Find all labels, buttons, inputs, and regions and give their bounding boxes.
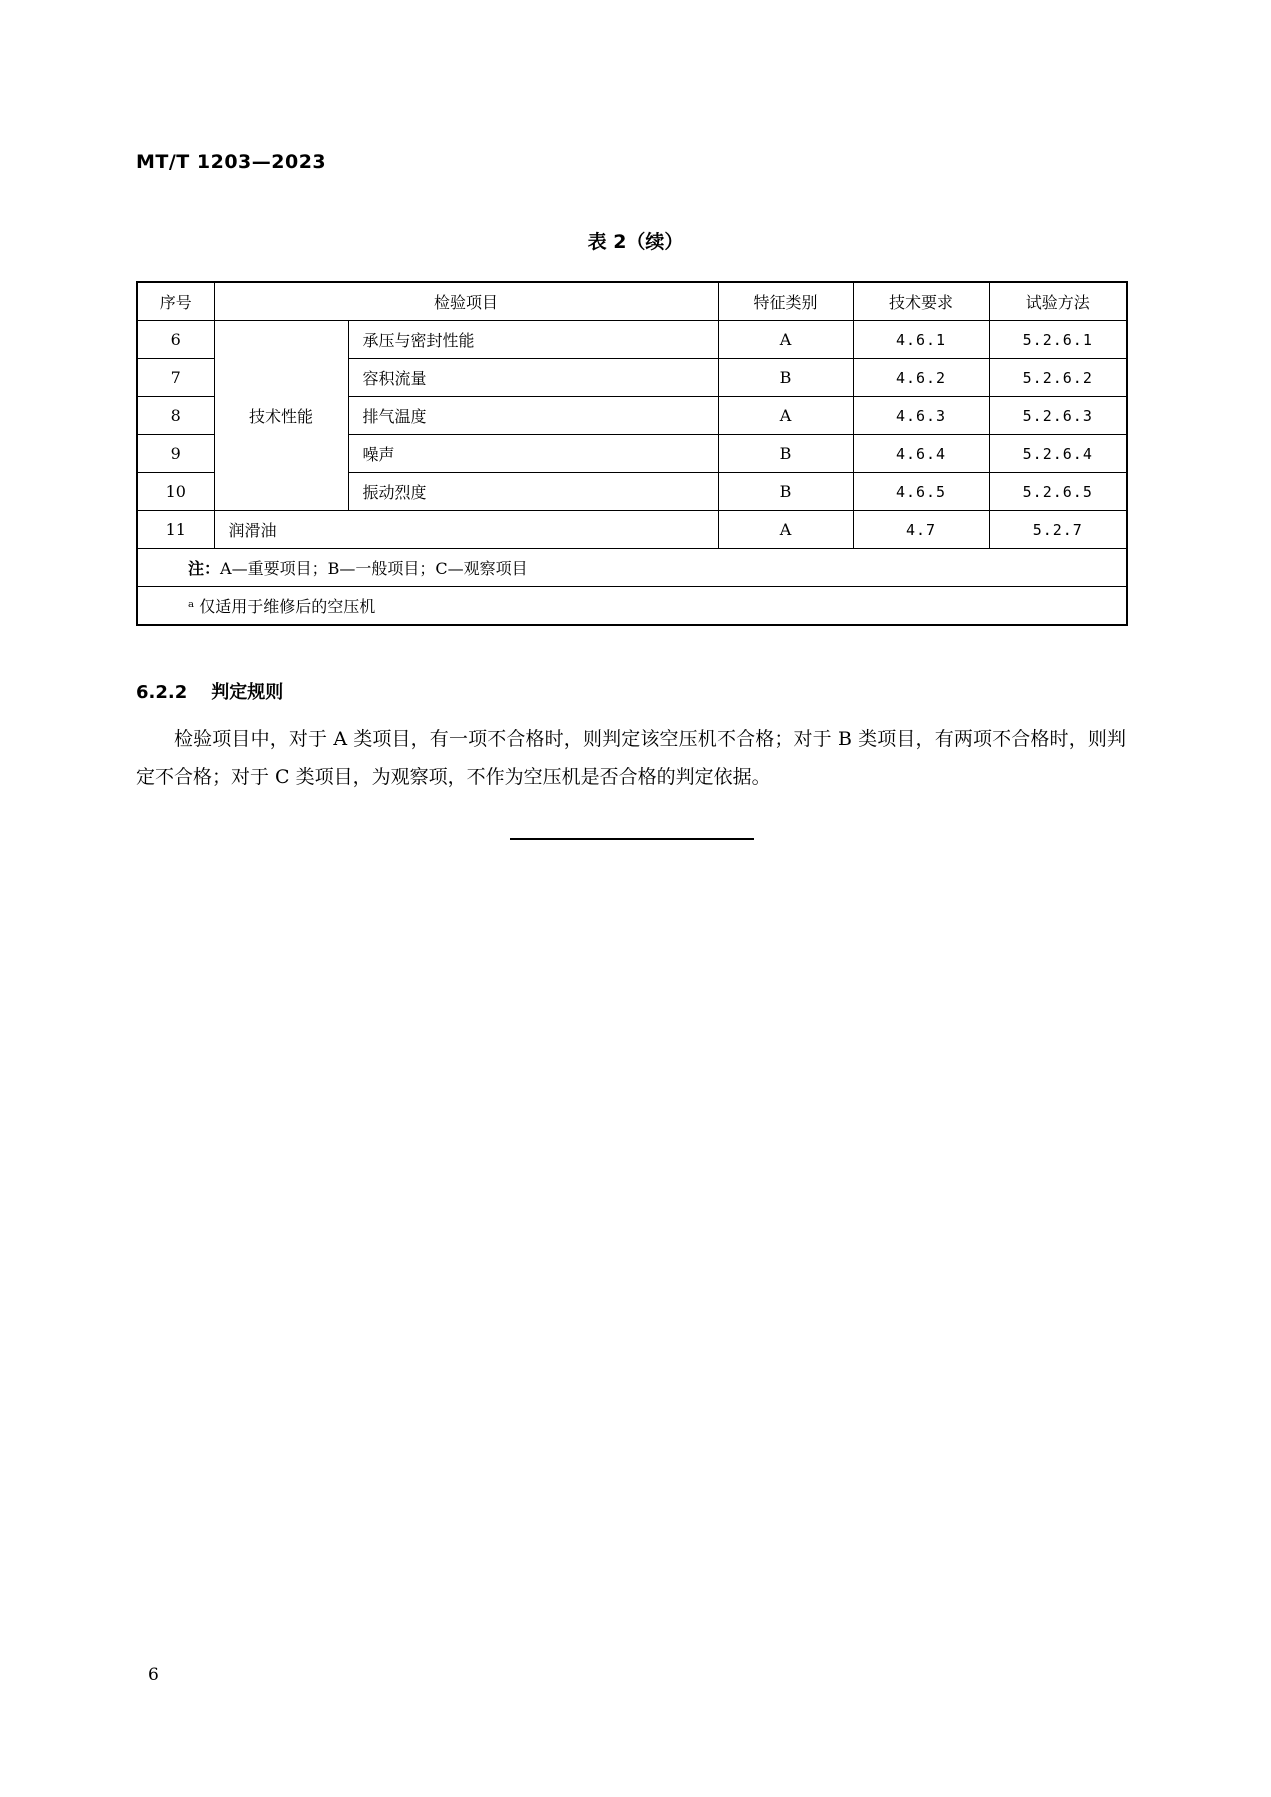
table-footnote: ᵃ 仅适用于维修后的空压机	[137, 587, 1127, 626]
row-method: 5.2.6.3	[989, 397, 1127, 435]
row-method: 5.2.6.2	[989, 359, 1127, 397]
row-category: A	[718, 397, 853, 435]
note-label: 注：	[188, 559, 221, 578]
row-category: B	[718, 435, 853, 473]
col-header-method: 试验方法	[989, 282, 1127, 321]
section-title: 判定规则	[211, 682, 284, 703]
row-item: 润滑油	[214, 511, 718, 549]
col-header-no: 序号	[137, 282, 214, 321]
row-no: 11	[137, 511, 214, 549]
col-header-item: 检验项目	[214, 282, 718, 321]
row-no: 7	[137, 359, 214, 397]
section-paragraph: 检验项目中，对于 A 类项目，有一项不合格时，则判定该空压机不合格；对于 B 类项目，有两项不合格时，则判定不合格；对于 C 类项目，为观察项，不作为空压机是否合格的判定依据。	[136, 728, 1126, 788]
row-requirement: 4.6.3	[853, 397, 989, 435]
table-note	[137, 549, 1127, 587]
row-method: 5.2.6.1	[989, 321, 1127, 359]
page-number: 6	[148, 1665, 159, 1685]
row-category: B	[718, 359, 853, 397]
table-caption: 表 2（续）	[587, 231, 684, 253]
row-category: A	[718, 511, 853, 549]
table-row	[137, 321, 1127, 359]
col-header-requirement: 技术要求	[853, 282, 989, 321]
table-row	[137, 511, 1127, 549]
table-footnote-row	[137, 587, 1127, 626]
end-rule	[510, 838, 754, 840]
row-item: 承压与密封性能	[348, 321, 718, 359]
row-requirement: 4.6.1	[853, 321, 989, 359]
row-no: 9	[137, 435, 214, 473]
row-no: 8	[137, 397, 214, 435]
table-header-row	[137, 282, 1127, 321]
row-item: 容积流量	[348, 359, 718, 397]
row-requirement: 4.7	[853, 511, 989, 549]
row-requirement: 4.6.5	[853, 473, 989, 511]
row-requirement: 4.6.4	[853, 435, 989, 473]
col-header-category: 特征类别	[718, 282, 853, 321]
row-item: 振动烈度	[348, 473, 718, 511]
row-category: A	[718, 321, 853, 359]
row-method: 5.2.6.5	[989, 473, 1127, 511]
standard-header: MT/T 1203—2023	[136, 151, 327, 173]
row-no: 10	[137, 473, 214, 511]
row-method: 5.2.6.4	[989, 435, 1127, 473]
row-item: 排气温度	[348, 397, 718, 435]
row-item: 噪声	[348, 435, 718, 473]
row-requirement: 4.6.2	[853, 359, 989, 397]
inspection-table	[136, 281, 1128, 626]
table-note-row	[137, 549, 1127, 587]
row-no: 6	[137, 321, 214, 359]
note-text: A—重要项目；B—一般项目；C—观察项目	[220, 559, 528, 578]
section-number: 6.2.2	[136, 682, 188, 703]
row-method: 5.2.7	[989, 511, 1127, 549]
group-label: 技术性能	[214, 321, 348, 511]
section-heading	[136, 678, 283, 704]
row-category: B	[718, 473, 853, 511]
